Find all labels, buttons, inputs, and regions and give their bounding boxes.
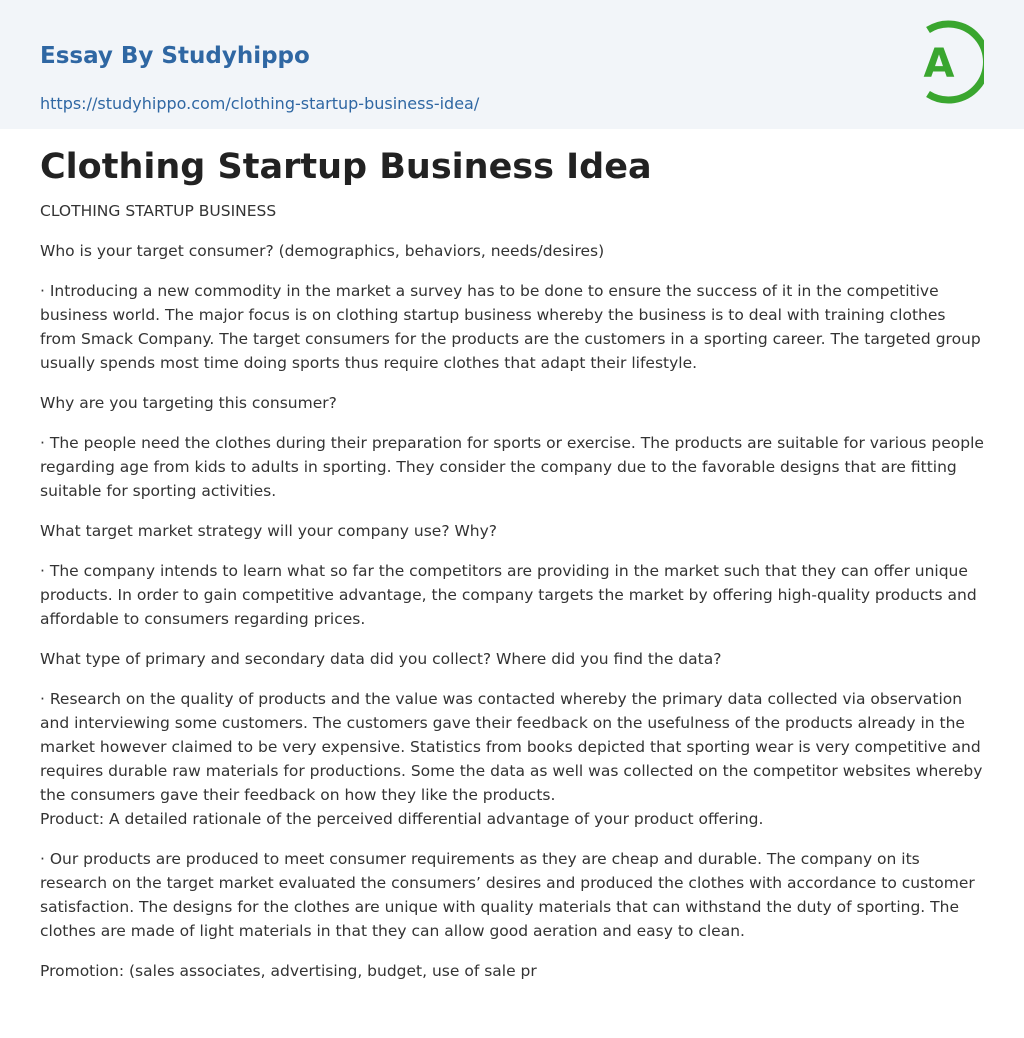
essay-body (0, 129, 1024, 983)
essay-title: Clothing Startup Business Idea (40, 147, 652, 187)
site-brand: Essay By Studyhippo (40, 43, 310, 69)
essay-paragraph: · The people need the clothes during their preparation for sports or exercise. The products are suitable for various people regarding age from kids to adults in sporting. They consider the company due to the favorable designs that are fitting suitable for sporting activities. (40, 434, 984, 500)
studyhippo-logo-icon[interactable] (914, 19, 984, 105)
essay-url-link[interactable]: https://studyhippo.com/clothing-startup-business-idea/ (40, 94, 480, 113)
essay-truncated-line: Promotion: (sales associates, advertising, budget, use of sale pr (40, 962, 537, 980)
essay-paragraph: · Our products are produced to meet consumer requirements as they are cheap and durable. The company on its research on the target market evaluated the consumers’ desires and produced the clothes with accordance to customer satisfaction. The designs for the clothes are unique with quality materials that can withstand the duty of sporting. The clothes are made of light materials in that they can allow good aeration and easy to clean. (40, 850, 975, 940)
site-header (0, 0, 1024, 129)
essay-question: What type of primary and secondary data did you collect? Where did you find the data? (40, 650, 722, 668)
essay-question: Who is your target consumer? (demographics, behaviors, needs/desires) (40, 242, 605, 260)
essay-paragraph: CLOTHING STARTUP BUSINESS (40, 202, 277, 220)
essay-question: Why are you targeting this consumer? (40, 394, 337, 412)
logo-letter: A (923, 41, 955, 87)
essay-paragraph: · Introducing a new commodity in the market a survey has to be done to ensure the success of it in the competitive business world. The major focus is on clothing startup business whereby the business is to deal with training clothes from Smack Company. The target consumers for the products are the customers in a sporting career. The targeted group usually spends most time doing sports thus require clothes that adapt their lifestyle. (40, 282, 981, 372)
essay-question: What target market strategy will your company use? Why? (40, 522, 498, 540)
essay-paragraph: · The company intends to learn what so far the competitors are providing in the market such that they can offer unique products. In order to gain competitive advantage, the company targets the market by offering high-quality products and affordable to consumers regarding prices. (40, 562, 977, 628)
essay-paragraph: · Research on the quality of products and the value was contacted whereby the primary data collected via observation and interviewing some customers. The customers gave their feedback on the usefulness of the products already in the market however claimed to be very expensive. Statistics from books depicted that sporting wear is very competitive and requires durable raw materials for productions. Some the data as well was collected on the competitor websites whereby the consumers gave their feedback on how they like the products. Product: A detailed rationale of the perceived differential advantage of your product offering. (40, 690, 983, 828)
